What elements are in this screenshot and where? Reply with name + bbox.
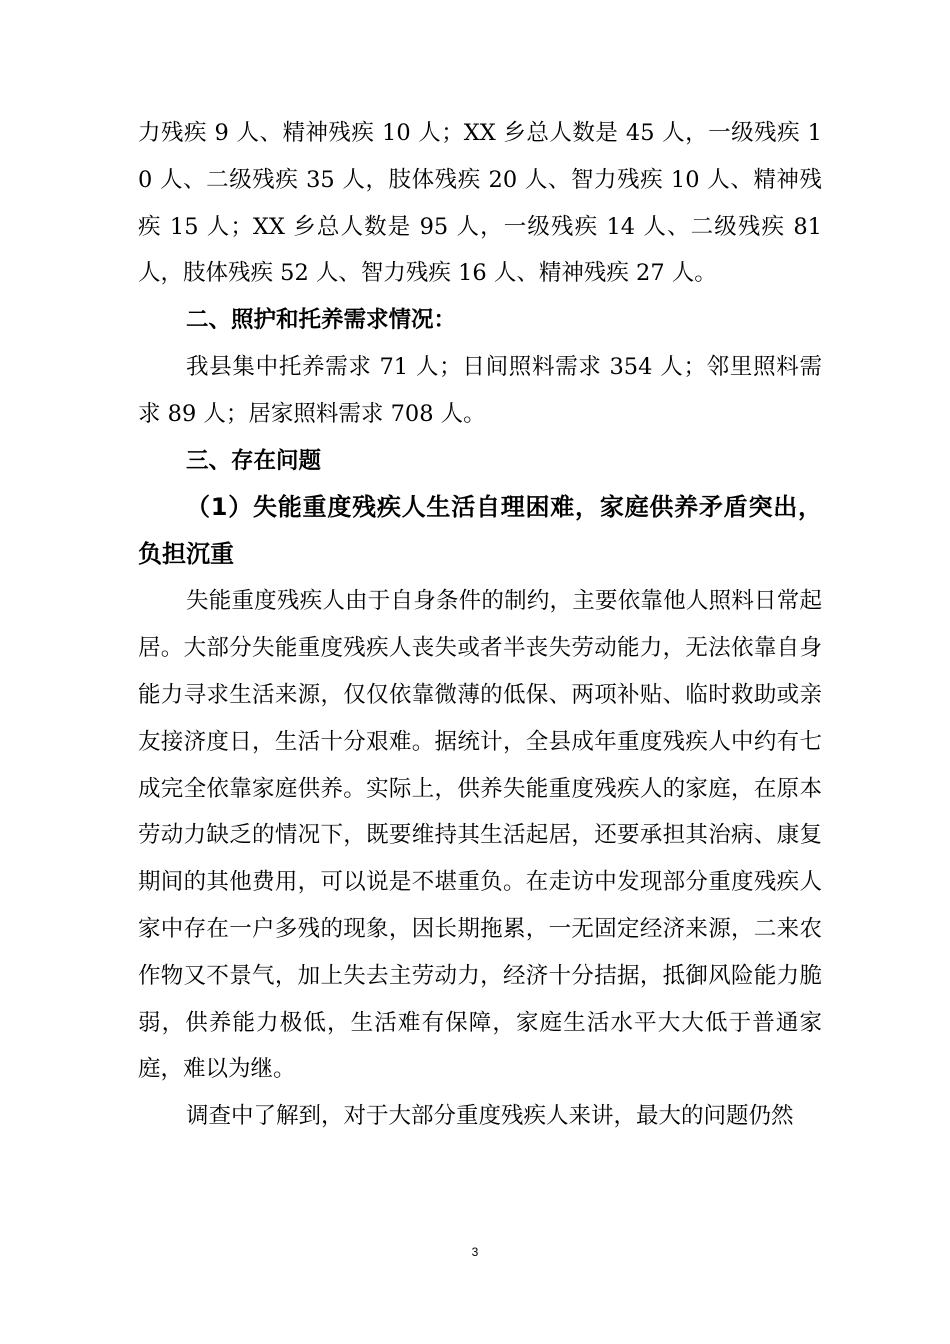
heading-care-demand: 二、照护和托养需求情况： xyxy=(186,307,457,334)
body-text xyxy=(138,110,822,1140)
paragraph-disability-statistics: 力残疾 9 人、精神残疾 10 人；XX 乡总人数是 45 人，一级残疾 10 人、二级残疾 35 人，肢体残疾 20 人、智力残疾 10 人、精神残疾 15 人；XX 乡总人数是 95 人，一级残疾 14 人、二级残疾 81 人，肢体残疾 52 人、智力残疾 16 人、精神残疾 27 人。 xyxy=(138,120,822,287)
heading-existing-problems: 三、存在问题 xyxy=(186,447,322,474)
page-number: 3 xyxy=(471,1245,479,1259)
subheading-problem-one: （1）失能重度残疾人生活自理困难，家庭供养矛盾突出，负担沉重 xyxy=(138,493,822,569)
paragraph-survey-findings: 调查中了解到，对于大部分重度残疾人来讲，最大的问题仍然 xyxy=(186,1103,794,1130)
paragraph-care-demand: 我县集中托养需求 71 人；日间照料需求 354 人；邻里照料需求 89 人；居家照料需求 708 人。 xyxy=(138,353,822,427)
paragraph-problem-description: 失能重度残疾人由于自身条件的制约，主要依靠他人照料日常起居。大部分失能重度残疾人丧失或者半丧失劳动能力，无法依靠自身能力寻求生活来源，仅仅依靠微薄的低保、两项补贴、临时救助或亲友接济度日，生活十分艰难。据统计，全县成年重度残疾人中约有七成完全依靠家庭供养。实际上，供养失能重度残疾人的家庭，在原本劳动力缺乏的情况下，既要维持其生活起居，还要承担其治病、康复期间的其他费用，可以说是不堪重负。在走访中发现部分重度残疾人家中存在一户多残的现象，因长期拖累，一无固定经济来源，二来农作物又不景气，加上失去主劳动力，经济十分拮据，抵御风险能力脆弱，供养能力极低，生活难有保障，家庭生活水平大大低于普通家庭，难以为继。 xyxy=(138,588,822,1083)
